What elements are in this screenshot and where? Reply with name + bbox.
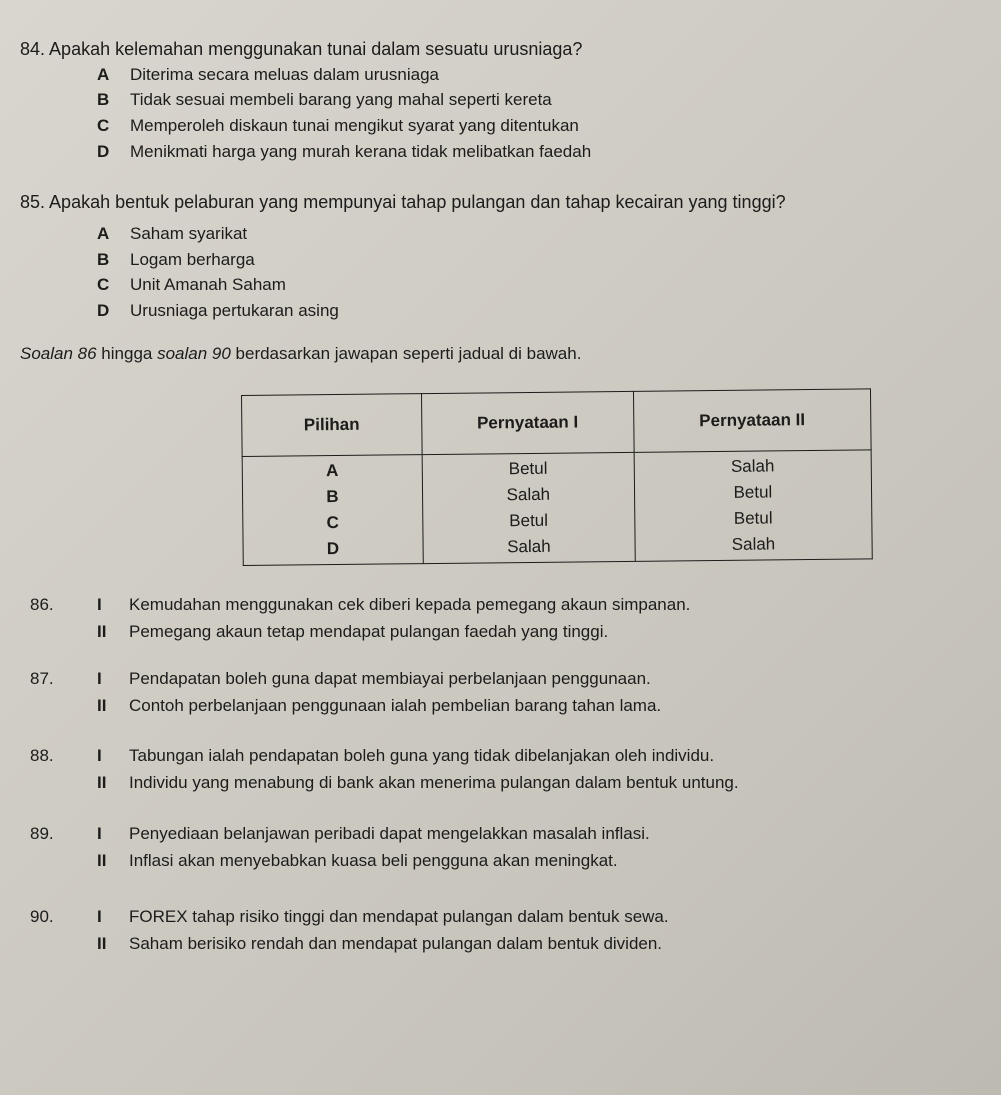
roman-one: I [97, 907, 102, 926]
pernyataan-1-cell: Betul Salah Betul Salah [422, 452, 635, 563]
question-number: 86. [30, 595, 54, 614]
question-87 [30, 668, 661, 717]
roman-one: I [97, 746, 102, 765]
question-number: 88. [30, 746, 54, 765]
q85-option-a[interactable] [97, 223, 247, 245]
question-90 [30, 906, 669, 955]
roman-two: II [97, 622, 107, 641]
statement-2: Saham berisiko rendah dan mendapat pulangan dalam bentuk dividen. [129, 934, 663, 953]
option-letter: D [97, 142, 110, 161]
option-text: Logam berharga [130, 250, 255, 269]
roman-two: II [97, 934, 107, 953]
question-85 [20, 191, 786, 213]
statement-1: Pendapatan boleh guna dapat membiayai perbelanjaan penggunaan. [129, 669, 651, 688]
roman-one: I [97, 595, 102, 614]
roman-two: II [97, 851, 107, 870]
roman-two: II [97, 696, 107, 715]
option-letter: A [97, 224, 110, 243]
question-number: 84. [20, 39, 46, 59]
statement-2: Individu yang menabung di bank akan menerima pulangan dalam bentuk untung. [129, 773, 739, 792]
q84-option-b[interactable] [97, 89, 552, 111]
option-text: Unit Amanah Saham [130, 275, 286, 294]
roman-one: I [97, 669, 102, 688]
statement-1: FOREX tahap risiko tinggi dan mendapat pulangan dalam bentuk sewa. [129, 907, 669, 926]
table-header-row [242, 389, 872, 457]
question-number: 87. [30, 669, 54, 688]
soalan-start: Soalan 86 [20, 344, 97, 363]
q84-option-a[interactable] [97, 64, 439, 86]
question-number: 85. [20, 192, 46, 212]
question-84 [20, 38, 582, 60]
option-text: Urusniaga pertukaran asing [130, 301, 339, 320]
question-text: Apakah kelemahan menggunakan tunai dalam sesuatu urusniaga? [49, 39, 583, 59]
roman-two: II [97, 773, 107, 792]
pernyataan-2-cell: Salah Betul Betul Salah [634, 450, 872, 561]
option-letter: D [97, 301, 110, 320]
option-text: Tidak sesuai membeli barang yang mahal seperti kereta [130, 90, 552, 109]
question-text: Apakah bentuk pelaburan yang mempunyai tahap pulangan dan tahap kecairan yang tinggi? [49, 192, 786, 212]
header-pernyataan-1: Pernyataan I [421, 391, 634, 454]
option-text: Saham syarikat [130, 224, 248, 243]
q84-option-d[interactable] [97, 141, 591, 163]
q84-option-c[interactable] [97, 115, 579, 137]
statement-1: Kemudahan menggunakan cek diberi kepada pemegang akaun simpanan. [129, 595, 691, 614]
option-text: Memperoleh diskaun tunai mengikut syarat yang ditentukan [130, 116, 579, 135]
table-row [242, 450, 872, 566]
option-letter: A [97, 65, 110, 84]
question-number: 89. [30, 824, 54, 843]
option-letter: B [97, 250, 110, 269]
soalan-end: soalan 90 [157, 344, 231, 363]
header-pilihan: Pilihan [242, 394, 422, 457]
option-text: Menikmati harga yang murah kerana tidak melibatkan faedah [130, 142, 592, 161]
answer-table [241, 388, 873, 566]
statement-1: Penyediaan belanjawan peribadi dapat mengelakkan masalah inflasi. [129, 824, 650, 843]
q85-option-d[interactable] [97, 300, 339, 322]
statement-1: Tabungan ialah pendapatan boleh guna yang tidak dibelanjakan oleh individu. [129, 746, 715, 765]
statement-2: Inflasi akan menyebabkan kuasa beli pengguna akan meningkat. [129, 851, 618, 870]
statement-2: Contoh perbelanjaan penggunaan ialah pembelian barang tahan lama. [129, 696, 662, 715]
option-letter: C [97, 116, 110, 135]
question-86 [30, 594, 690, 643]
intro-rest: berdasarkan jawapan seperti jadual di bawah. [230, 344, 582, 363]
header-pernyataan-2: Pernyataan II [633, 389, 871, 452]
roman-one: I [97, 824, 102, 843]
pilihan-cell: A B C D [242, 455, 423, 566]
q85-option-c[interactable] [97, 274, 286, 296]
option-text: Diterima secara meluas dalam urusniaga [130, 65, 439, 84]
option-letter: B [97, 90, 110, 109]
option-letter: C [97, 275, 110, 294]
statement-2: Pemegang akaun tetap mendapat pulangan faedah yang tinggi. [129, 622, 609, 641]
intro-mid: hingga [96, 344, 158, 363]
q85-option-b[interactable] [97, 249, 255, 271]
question-88 [30, 745, 739, 794]
instruction-text [20, 344, 581, 364]
question-number: 90. [30, 907, 54, 926]
question-89 [30, 823, 650, 872]
